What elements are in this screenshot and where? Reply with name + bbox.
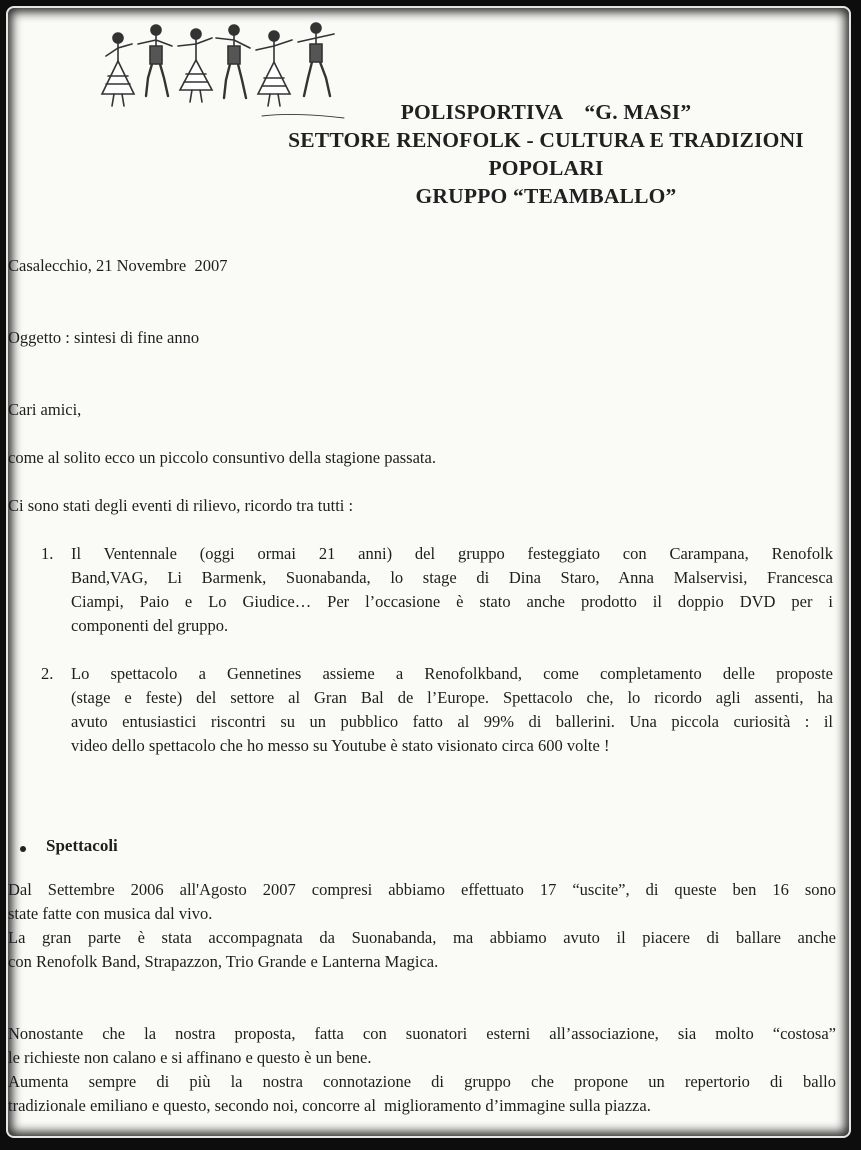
dancer-figure-4 xyxy=(216,25,250,98)
paragraph-line: Nonostante che la nostra proposta, fatta con suonatori esterni all’associazione, sia molto “costosa” xyxy=(8,1024,836,1043)
letter-greeting: Cari amici, xyxy=(8,400,82,419)
paragraph-line: La gran parte è stata accompagnata da Suonabanda, ma abbiamo avuto il piacere di ballare anche xyxy=(8,928,836,947)
event-1-line: Band,VAG, Li Barmenk, Suonabanda, lo stage di Dina Staro, Anna Malservisi, Francesca xyxy=(71,568,833,587)
dancer-figure-3 xyxy=(178,29,212,102)
paragraph-line: Dal Settembre 2006 all'Agosto 2007 compresi abbiamo effettuato 17 “uscite”, di queste ben 16 sono xyxy=(8,880,836,899)
section-paragraph-3 xyxy=(8,1022,836,1070)
event-1-line: Il Ventennale (oggi ormai 21 anni) del gruppo festeggiato con Carampana, Renofolk xyxy=(71,544,833,563)
events-intro: Ci sono stati degli eventi di rilievo, ricordo tra tutti : xyxy=(8,496,354,515)
event-1-line: Ciampi, Paio e Lo Giudice… Per l’occasione è stato anche prodotto il doppio DVD per i xyxy=(71,592,833,611)
paragraph-line: con Renofolk Band, Strapazzon, Trio Grande e Lanterna Magica. xyxy=(8,952,439,971)
event-2-line: video dello spettacolo che ho messo su Youtube è stato visionato circa 600 volte ! xyxy=(71,736,610,755)
header-line-4: GRUPPO “TEAMBALLO” xyxy=(415,184,677,208)
paragraph-line: state fatte con musica dal vivo. xyxy=(8,904,213,923)
letter-subject: Oggetto : sintesi di fine anno xyxy=(8,328,200,347)
paragraph-line: Aumenta sempre di più la nostra connotazione di gruppo che propone un repertorio di ballo xyxy=(8,1072,836,1091)
dancer-figure-6 xyxy=(298,23,334,96)
paragraph-line: tradizionale emiliano e questo, secondo noi, concorre al miglioramento d’immagine sulla piazza. xyxy=(8,1096,651,1115)
event-2-line: (stage e feste) del settore al Gran Bal de l’Europe. Spettacolo che, lo ricordo agli assenti, ha xyxy=(71,688,833,707)
dancer-figure-2 xyxy=(138,25,172,96)
event-2-line: avuto entusiastici riscontri su un pubblico fatto al 99% di ballerini. Una piccola curiosità : il xyxy=(71,712,833,731)
header-line-2: SETTORE RENOFOLK - CULTURA E TRADIZIONI xyxy=(288,128,804,152)
event-number: 1. xyxy=(41,544,54,563)
event-2-line: Lo spettacolo a Gennetines assieme a Renofolkband, come completamento delle proposte xyxy=(71,664,833,683)
letter-intro: come al solito ecco un piccolo consuntivo della stagione passata. xyxy=(8,448,436,467)
event-1-line: componenti del gruppo. xyxy=(71,616,229,635)
header-line-3: POPOLARI xyxy=(488,156,604,180)
section-paragraph-4 xyxy=(8,1070,836,1118)
paragraph-line: le richieste non calano e si affinano e questo è un bene. xyxy=(8,1048,372,1067)
section-paragraph-1 xyxy=(8,878,836,926)
letter-page xyxy=(8,8,849,1136)
dancer-figure-1 xyxy=(102,33,134,106)
letter-date: Casalecchio, 21 Novembre 2007 xyxy=(8,256,228,275)
event-item-2 xyxy=(71,662,833,758)
header-line-1: POLISPORTIVA “G. MASI” xyxy=(400,100,692,124)
dancer-figure-5 xyxy=(256,31,292,106)
letter-header xyxy=(246,98,846,210)
event-number: 2. xyxy=(41,664,54,683)
event-item-1 xyxy=(71,542,833,638)
section-paragraph-2 xyxy=(8,926,836,974)
bullet-icon xyxy=(20,846,26,852)
section-title: Spettacoli xyxy=(46,836,118,855)
